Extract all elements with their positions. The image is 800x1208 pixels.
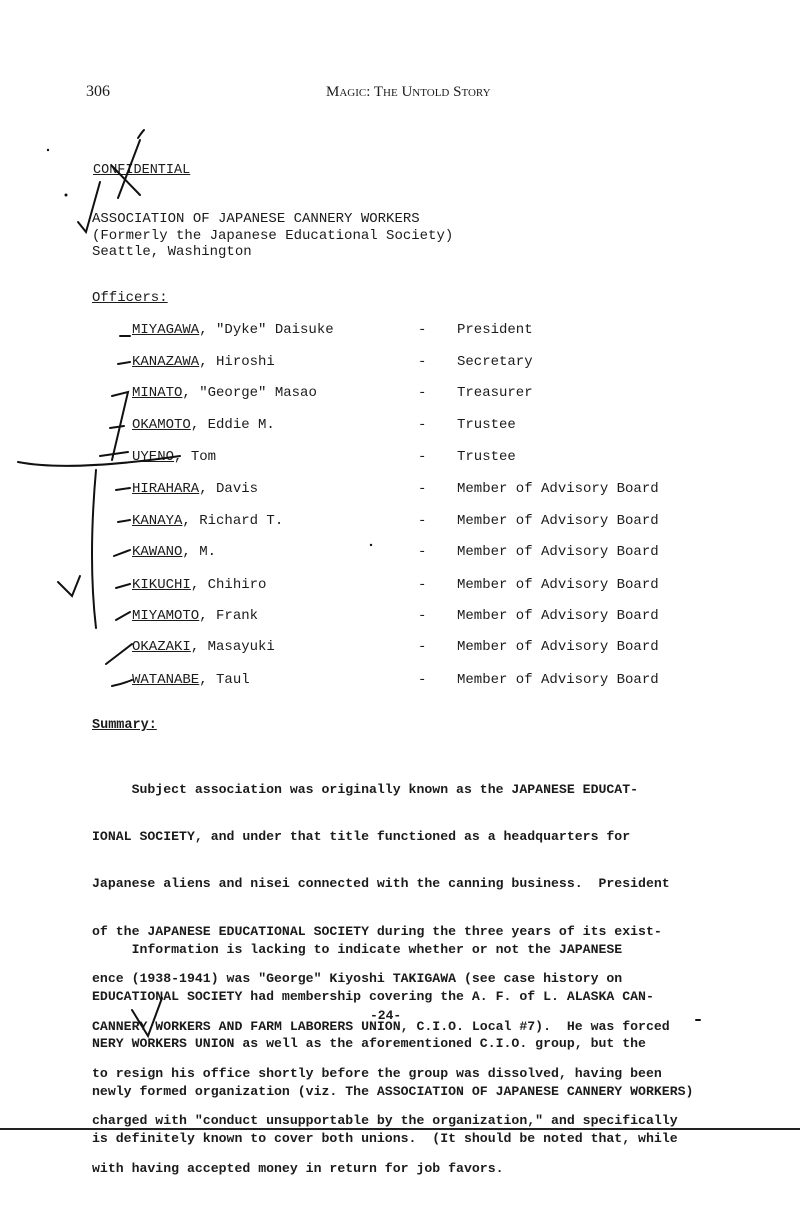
- text-line: NERY WORKERS UNION as well as the aforementioned C.I.O. group, but the: [92, 1036, 646, 1052]
- officer-name: KIKUCHI, Chihiro: [132, 577, 267, 593]
- text-line: to resign his office shortly before the group was dissolved, having been: [92, 1065, 662, 1081]
- text-line: with having accepted money in return for job favors.: [92, 1160, 504, 1176]
- officer-role: Member of Advisory Board: [457, 481, 659, 497]
- organization-location: Seattle, Washington: [92, 244, 252, 260]
- officer-name: MINATO, "George" Masao: [132, 385, 317, 401]
- officer-name: KANAYA, Richard T.: [132, 513, 284, 529]
- text-line: newly formed organization (viz. The ASSOCIATION OF JAPANESE CANNERY WORKERS): [92, 1083, 694, 1099]
- officer-role: Trustee: [457, 417, 516, 433]
- officer-name: MIYAMOTO, Frank: [132, 608, 259, 624]
- officer-dash: -: [418, 639, 427, 655]
- officer-dash: -: [418, 608, 427, 624]
- officer-dash: -: [418, 577, 427, 593]
- officer-row: [0, 354, 800, 372]
- page-footer: -24-: [370, 1008, 402, 1023]
- officer-row: [0, 608, 800, 626]
- officer-dash: -: [418, 417, 427, 433]
- text-line: Japanese aliens and nisei connected with the canning business. President: [92, 876, 670, 892]
- officer-name: UYENO, Tom: [132, 449, 217, 465]
- officer-row: [0, 577, 800, 595]
- officer-row: [0, 544, 800, 562]
- text-line: Information is lacking to indicate whether or not the JAPANESE: [92, 941, 623, 957]
- page-number: 306: [86, 83, 110, 100]
- officer-row: [0, 417, 800, 435]
- officer-role: Trustee: [457, 449, 516, 465]
- officers-heading: Officers:: [92, 290, 168, 306]
- summary-paragraph-2: [92, 910, 712, 1179]
- officer-role: Member of Advisory Board: [457, 639, 659, 655]
- officer-name: OKAMOTO, Eddie M.: [132, 417, 275, 433]
- officer-dash: -: [418, 354, 427, 370]
- officer-dash: -: [418, 322, 427, 338]
- officer-name: OKAZAKI, Masayuki: [132, 639, 275, 655]
- classification-stamp: CONFIDENTIAL: [93, 163, 191, 178]
- text-line: EDUCATIONAL SOCIETY had membership covering the A. F. of L. ALASKA CAN-: [92, 988, 654, 1004]
- running-title: Magic: The Untold Story: [326, 84, 491, 100]
- page-bottom-rule: [0, 1128, 800, 1130]
- officer-dash: -: [418, 385, 427, 401]
- officer-role: President: [457, 322, 533, 338]
- officer-name: KAWANO, M.: [132, 544, 217, 560]
- summary-heading: Summary:: [92, 718, 157, 733]
- officer-row: [0, 385, 800, 403]
- text-line: CANNERY WORKERS AND FARM LABORERS UNION, C.I.O. Local #7). He was forced: [92, 1018, 670, 1034]
- text-line: IONAL SOCIETY, and under that title functioned as a headquarters for: [92, 828, 631, 844]
- officer-name: HIRAHARA, Davis: [132, 481, 259, 497]
- officer-row: [0, 672, 800, 690]
- text-line: Subject association was originally known as the JAPANESE EDUCAT-: [92, 781, 639, 797]
- officer-dash: -: [418, 544, 427, 560]
- officer-role: Member of Advisory Board: [457, 577, 659, 593]
- text-line: is definitely known to cover both unions. (It should be noted that, while: [92, 1131, 678, 1147]
- officer-name: WATANABE, Taul: [132, 672, 250, 688]
- text-line: ence (1938-1941) was "George" Kiyoshi TAKIGAWA (see case history on: [92, 971, 623, 987]
- text-line: of the JAPANESE EDUCATIONAL SOCIETY during the three years of its exist-: [92, 923, 662, 939]
- officer-row: [0, 322, 800, 340]
- officer-role: Secretary: [457, 354, 533, 370]
- officer-row: [0, 449, 800, 467]
- officer-role: Treasurer: [457, 385, 533, 401]
- officer-dash: -: [418, 481, 427, 497]
- officer-role: Member of Advisory Board: [457, 544, 659, 560]
- text-line: charged with "conduct unsupportable by the organization," and specifically: [92, 1113, 678, 1129]
- officer-row: [0, 513, 800, 531]
- officer-role: Member of Advisory Board: [457, 672, 659, 688]
- officer-dash: -: [418, 672, 427, 688]
- officer-row: [0, 639, 800, 657]
- officer-name: KANAZAWA, Hiroshi: [132, 354, 275, 370]
- officer-dash: -: [418, 449, 427, 465]
- officer-role: Member of Advisory Board: [457, 513, 659, 529]
- stamp-mark: [138, 130, 144, 138]
- officer-row: [0, 481, 800, 499]
- former-name: (Formerly the Japanese Educational Society): [92, 228, 454, 244]
- officer-dash: -: [418, 513, 427, 529]
- organization-name: ASSOCIATION OF JAPANESE CANNERY WORKERS: [92, 211, 420, 227]
- officer-name: MIYAGAWA, "Dyke" Daisuke: [132, 322, 334, 338]
- officer-role: Member of Advisory Board: [457, 608, 659, 624]
